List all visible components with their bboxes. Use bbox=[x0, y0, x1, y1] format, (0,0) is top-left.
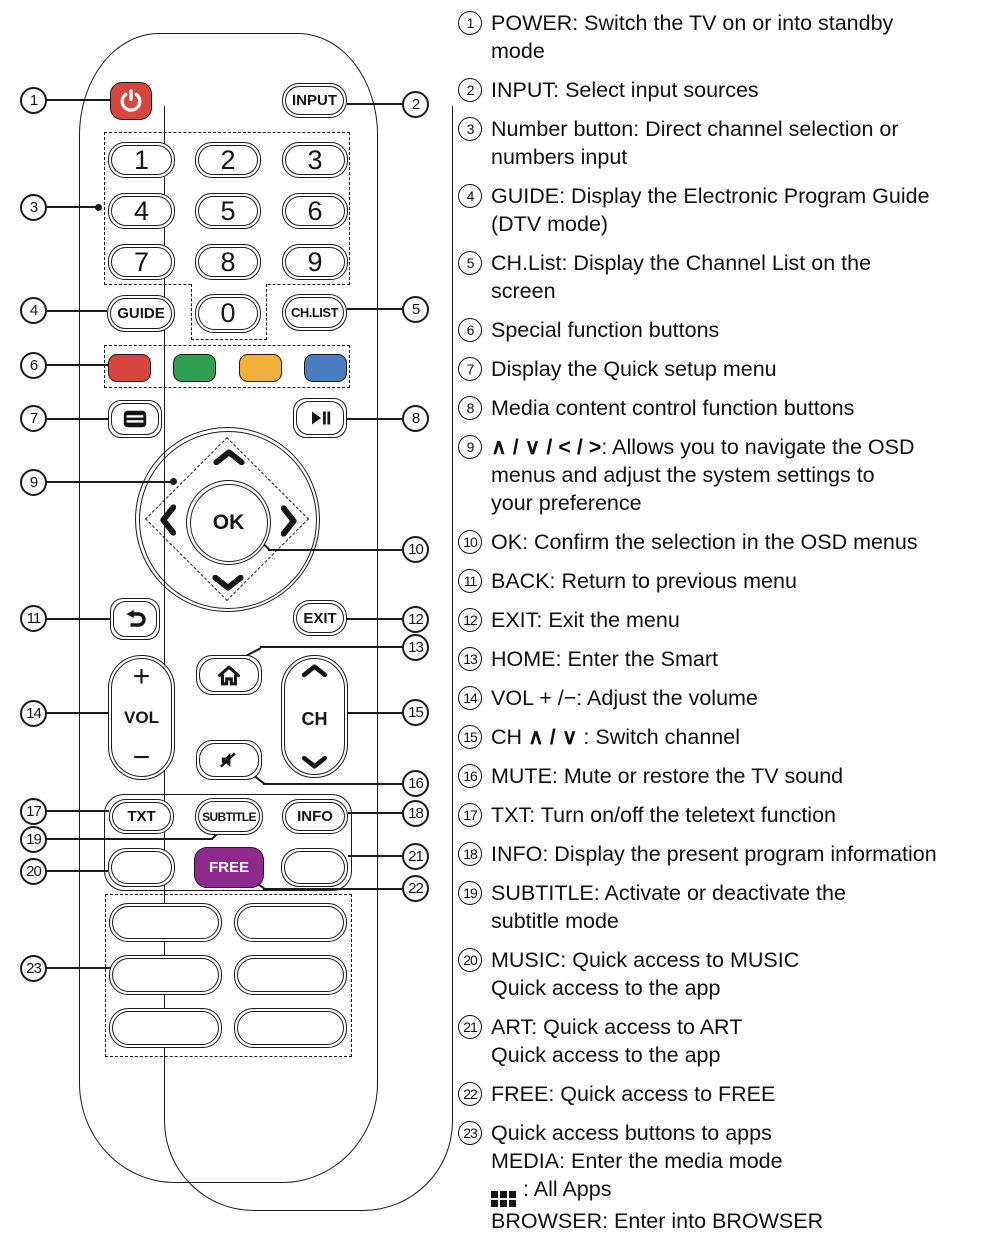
leader-line-4 bbox=[46, 310, 107, 312]
chevron-right-icon bbox=[282, 504, 298, 538]
digit-6-button[interactable]: 6 bbox=[282, 193, 348, 229]
legend-item-18: 18 INFO: Display the present program information bbox=[458, 840, 992, 868]
legend-item-13: 13 HOME: Enter the Smart bbox=[458, 645, 992, 673]
yellow-key-button[interactable] bbox=[239, 354, 282, 382]
chevron-up-icon bbox=[301, 664, 328, 677]
callout-7: 7 bbox=[20, 405, 47, 432]
blue-key-button[interactable] bbox=[304, 354, 347, 382]
leader-line-5 bbox=[347, 308, 402, 310]
digit-4-button[interactable]: 4 bbox=[108, 193, 175, 229]
play-pause-button[interactable] bbox=[293, 398, 347, 438]
legend-item-9: 9 ∧ / ∨ / < / >: Allows you to navigate the OSD menus and adjust the system settings to your preference bbox=[458, 433, 992, 517]
volume-up-button[interactable]: + bbox=[132, 660, 151, 693]
legend-num-8: 8 bbox=[458, 396, 482, 420]
ok-label: OK bbox=[212, 510, 245, 534]
callout-17: 17 bbox=[20, 798, 47, 825]
digit-9-button[interactable]: 9 bbox=[282, 244, 348, 280]
legend-item-17: 17 TXT: Turn on/off the teletext function bbox=[458, 801, 992, 829]
chevron-down-icon bbox=[301, 756, 328, 769]
callout-2: 2 bbox=[402, 91, 429, 118]
leader-line-14 bbox=[46, 712, 108, 714]
volume-rocker[interactable] bbox=[108, 655, 175, 780]
free-button[interactable]: FREE bbox=[194, 847, 264, 888]
nav-arrows-symbols: ∧ / ∨ / < / > bbox=[491, 435, 602, 459]
legend-item-20: 20 MUSIC: Quick access to MUSIC Quick access to the app bbox=[458, 946, 992, 1002]
leader-line-15 bbox=[348, 712, 402, 714]
legend-num-20: 20 bbox=[458, 948, 482, 972]
callout-11: 11 bbox=[20, 605, 47, 632]
legend-item-16: 16 MUTE: Mute or restore the TV sound bbox=[458, 762, 992, 790]
app-button-5[interactable] bbox=[109, 1008, 222, 1048]
art-button[interactable] bbox=[281, 848, 348, 887]
legend-item-2: 2 INPUT: Select input sources bbox=[458, 76, 992, 104]
legend-item-22: 22 FREE: Quick access to FREE bbox=[458, 1080, 992, 1108]
digit-7-button[interactable]: 7 bbox=[108, 244, 175, 280]
legend-item-4: 4 GUIDE: Display the Electronic Program Guide (DTV mode) bbox=[458, 182, 992, 238]
callout-14: 14 bbox=[20, 700, 47, 727]
subtitle-button[interactable]: SUBTITLE bbox=[195, 798, 263, 835]
app-button-3[interactable] bbox=[109, 955, 222, 995]
power-icon bbox=[118, 88, 144, 114]
leader-dot-3 bbox=[95, 204, 102, 211]
legend-item-12: 12 EXIT: Exit the menu bbox=[458, 606, 992, 634]
play-pause-icon bbox=[309, 409, 331, 427]
leader-line-13 bbox=[260, 646, 402, 648]
back-button[interactable] bbox=[110, 598, 160, 640]
legend-item-14: 14 VOL + /−: Adjust the volume bbox=[458, 684, 992, 712]
digit-0-button[interactable]: 0 bbox=[195, 294, 261, 333]
leader-line-20 bbox=[46, 870, 108, 872]
music-button[interactable] bbox=[108, 848, 175, 887]
channel-list-button[interactable]: CH.LIST bbox=[282, 294, 347, 331]
legend-num-4: 4 bbox=[458, 184, 482, 208]
leader-line-17 bbox=[46, 810, 109, 812]
callout-23: 23 bbox=[20, 955, 47, 982]
callout-15: 15 bbox=[402, 699, 429, 726]
callout-20: 20 bbox=[20, 858, 47, 885]
legend-item-8: 8 Media content control function buttons bbox=[458, 394, 992, 422]
callout-8: 8 bbox=[402, 405, 429, 432]
back-arrow-icon bbox=[123, 609, 147, 629]
mute-button[interactable] bbox=[196, 740, 262, 780]
power-button[interactable] bbox=[110, 82, 152, 120]
callout-9: 9 bbox=[20, 469, 47, 496]
legend-item-19: 19 SUBTITLE: Activate or deactivate the subtitle mode bbox=[458, 879, 992, 935]
legend-num-14: 14 bbox=[458, 686, 482, 710]
leader-line-8 bbox=[345, 418, 402, 420]
legend-num-3: 3 bbox=[458, 117, 482, 141]
volume-label: VOL bbox=[124, 707, 159, 727]
leader-line-3 bbox=[46, 206, 99, 208]
legend-item-23: 23 Quick access buttons to apps MEDIA: Enter the media mode : All Apps BROWSER: Enter into BROWSER bbox=[458, 1119, 992, 1235]
legend-item-11: 11 BACK: Return to previous menu bbox=[458, 567, 992, 595]
info-button[interactable]: INFO bbox=[282, 799, 348, 834]
app-button-1[interactable] bbox=[109, 903, 222, 942]
legend-num-7: 7 bbox=[458, 357, 482, 381]
legend-item-10: 10 OK: Confirm the selection in the OSD menus bbox=[458, 528, 992, 556]
chevron-left-icon bbox=[160, 504, 176, 538]
chevron-up-icon bbox=[212, 449, 246, 465]
digit-1-button[interactable]: 1 bbox=[108, 142, 175, 178]
digit-8-button[interactable]: 8 bbox=[195, 244, 261, 280]
legend bbox=[458, 9, 992, 1246]
home-button[interactable] bbox=[196, 655, 262, 695]
leader-line-6 bbox=[46, 364, 108, 366]
callout-6: 6 bbox=[20, 352, 47, 379]
leader-line-11 bbox=[46, 618, 110, 620]
callout-1: 1 bbox=[20, 87, 47, 114]
input-label: INPUT bbox=[292, 92, 337, 109]
callout-13: 13 bbox=[402, 634, 429, 661]
home-icon bbox=[216, 664, 242, 687]
legend-num-21: 21 bbox=[458, 1015, 482, 1039]
legend-num-15: 15 bbox=[458, 725, 482, 749]
leader-line-12 bbox=[347, 618, 402, 620]
leader-line-22 bbox=[263, 888, 402, 890]
leader-line-23 bbox=[46, 967, 118, 969]
channel-down-button[interactable] bbox=[301, 756, 328, 769]
green-key-button[interactable] bbox=[173, 354, 216, 382]
digit-3-button[interactable]: 3 bbox=[282, 142, 348, 178]
legend-item-1: 1 POWER: Switch the TV on or into standby mode bbox=[458, 9, 992, 65]
legend-num-5: 5 bbox=[458, 251, 482, 275]
callout-10: 10 bbox=[402, 536, 429, 563]
callout-21: 21 bbox=[402, 843, 429, 870]
leader-line-19 bbox=[46, 838, 213, 840]
legend-item-21: 21 ART: Quick access to ART Quick access to the app bbox=[458, 1013, 992, 1069]
legend-num-12: 12 bbox=[458, 608, 482, 632]
app-button-6[interactable] bbox=[234, 1008, 347, 1048]
callout-16: 16 bbox=[402, 770, 429, 797]
app-button-4[interactable] bbox=[234, 955, 347, 995]
input-button[interactable] bbox=[282, 83, 347, 118]
mute-speaker-icon bbox=[218, 750, 241, 770]
callout-22: 22 bbox=[402, 875, 429, 902]
legend-num-17: 17 bbox=[458, 803, 482, 827]
legend-num-1: 1 bbox=[458, 11, 482, 35]
leader-line-21 bbox=[348, 855, 402, 857]
legend-num-10: 10 bbox=[458, 530, 482, 554]
exit-button[interactable]: EXIT bbox=[293, 600, 347, 636]
leader-line-16 bbox=[263, 783, 402, 785]
legend-num-23: 23 bbox=[458, 1121, 482, 1145]
nav-left-button[interactable] bbox=[159, 502, 176, 539]
app-button-2[interactable] bbox=[234, 903, 347, 942]
digit-5-button[interactable]: 5 bbox=[195, 193, 261, 229]
channel-arrows-symbols: ∧ / ∨ bbox=[528, 725, 578, 749]
channel-label: CH bbox=[301, 708, 328, 729]
chevron-down-icon bbox=[212, 576, 246, 592]
legend-num-19: 19 bbox=[458, 881, 482, 905]
quick-menu-button[interactable] bbox=[108, 400, 162, 438]
digit-2-button[interactable]: 2 bbox=[195, 142, 261, 178]
callout-12: 12 bbox=[402, 606, 429, 633]
leader-line-18 bbox=[348, 812, 402, 814]
leader-line-1 bbox=[46, 99, 110, 101]
legend-item-6: 6 Special function buttons bbox=[458, 316, 992, 344]
legend-num-6: 6 bbox=[458, 318, 482, 342]
legend-num-22: 22 bbox=[458, 1082, 482, 1106]
legend-num-9: 9 bbox=[458, 435, 482, 459]
channel-up-button[interactable] bbox=[301, 664, 328, 682]
legend-num-18: 18 bbox=[458, 842, 482, 866]
channel-rocker[interactable] bbox=[281, 655, 348, 778]
nav-down-button[interactable] bbox=[210, 575, 247, 592]
legend-num-2: 2 bbox=[458, 78, 482, 102]
legend-item-5: 5 CH.List: Display the Channel List on the screen bbox=[458, 249, 992, 305]
volume-down-button[interactable]: − bbox=[132, 741, 151, 774]
legend-item-3: 3 Number button: Direct channel selection or numbers input bbox=[458, 115, 992, 171]
legend-num-13: 13 bbox=[458, 647, 482, 671]
callout-4: 4 bbox=[20, 297, 47, 324]
leader-line-7 bbox=[46, 418, 108, 420]
txt-button[interactable]: TXT bbox=[109, 799, 174, 834]
callout-3: 3 bbox=[20, 194, 47, 221]
list-menu-icon bbox=[123, 410, 147, 428]
callout-5: 5 bbox=[402, 296, 429, 323]
nav-up-button[interactable] bbox=[210, 448, 247, 465]
legend-num-16: 16 bbox=[458, 764, 482, 788]
callout-18: 18 bbox=[402, 800, 429, 827]
callout-19: 19 bbox=[20, 826, 47, 853]
nav-right-button[interactable] bbox=[281, 502, 298, 539]
guide-button[interactable]: GUIDE bbox=[107, 295, 175, 332]
ok-button[interactable] bbox=[186, 480, 271, 565]
navigation-pad bbox=[135, 427, 320, 612]
leader-line-2 bbox=[347, 103, 402, 105]
legend-num-11: 11 bbox=[458, 569, 482, 593]
legend-item-7: 7 Display the Quick setup menu bbox=[458, 355, 992, 383]
legend-item-15: 15 CH ∧ / ∨ : Switch channel bbox=[458, 723, 992, 751]
red-key-button[interactable] bbox=[108, 354, 151, 382]
all-apps-grid-icon bbox=[491, 1191, 516, 1207]
